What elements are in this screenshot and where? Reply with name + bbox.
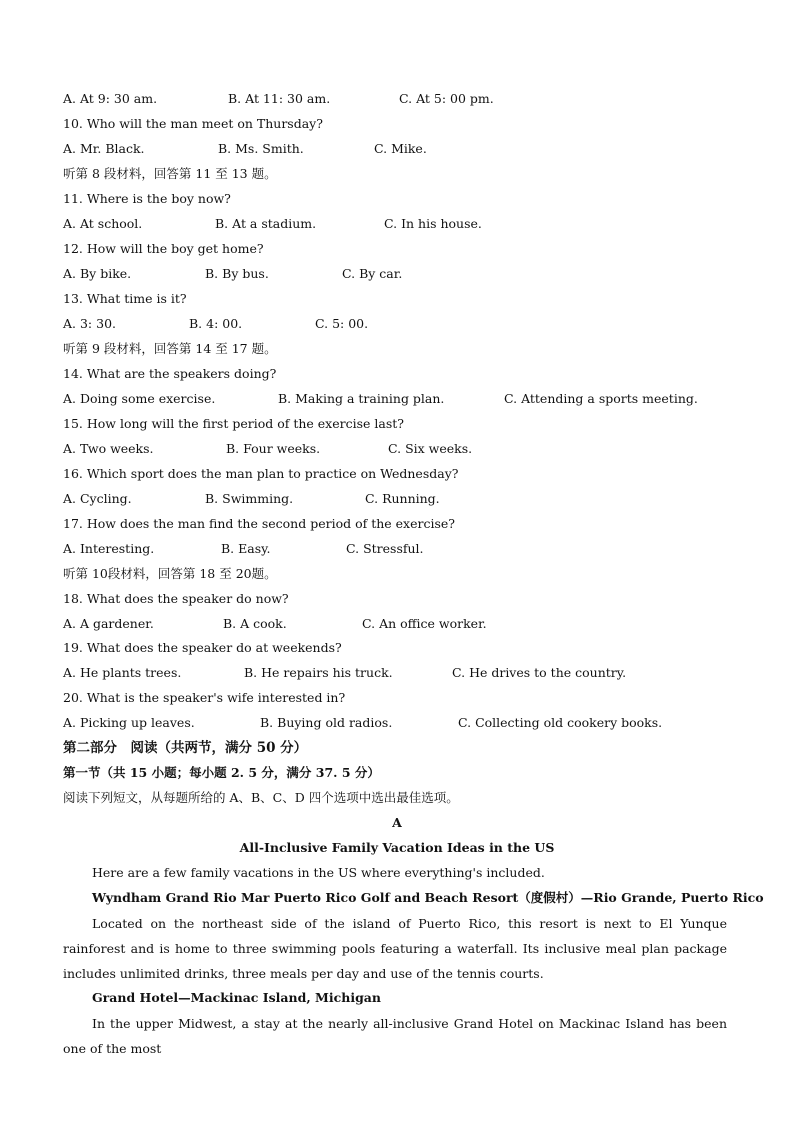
q17-option-a: A. Interesting. (63, 541, 155, 556)
q18-option-c: C. An office worker. (362, 616, 487, 631)
q20-option-b: B. Buying old radios. (260, 715, 393, 730)
q17-option-b: B. Easy. (221, 541, 271, 556)
q12-option-c: C. By car. (342, 266, 403, 281)
q13-option-b: B. 4: 00. (189, 316, 243, 331)
q12-option-b: B. By bus. (205, 266, 269, 281)
q18-option-b: B. A cook. (223, 616, 287, 631)
q11-option-a: A. At school. (63, 216, 143, 231)
q19-option-b: B. He repairs his truck. (244, 665, 393, 680)
q13-option-a: A. 3: 30. (63, 316, 116, 331)
section10-intro: 听第 10段材料，回答第 18 至 20题。 (63, 566, 277, 581)
q10-option-b: B. Ms. Smith. (218, 141, 304, 156)
q15-option-a: A. Two weeks. (63, 441, 154, 456)
passage-title: All-Inclusive Family Vacation Ideas in the US (239, 840, 555, 855)
passage-letter: A (392, 815, 402, 830)
q12-question: 12. How will the boy get home? (63, 241, 264, 256)
q10-question: 10. Who will the man meet on Thursday? (63, 116, 323, 131)
q13-question: 13. What time is it? (63, 291, 187, 306)
q16-option-a: A. Cycling. (63, 491, 132, 506)
q18-option-a: A. A gardener. (63, 616, 154, 631)
part2-instruction: 阅读下列短文，从每题所给的 A、B、C、D 四个选项中选出最佳选项。 (63, 790, 459, 805)
part2-section1-heading: 第一节（共 15 小题；每小题 2. 5 分，满分 37. 5 分） (63, 765, 380, 780)
q11-option-c: C. In his house. (384, 216, 482, 231)
q10-option-a: A. Mr. Black. (63, 141, 145, 156)
resort2-description: In the upper Midwest, a stay at the nearly all-inclusive Grand Hotel on Mackinac Island has been one of the most (63, 1016, 727, 1056)
q9-option-c: C. At 5: 00 pm. (399, 91, 494, 106)
q9-option-b: B. At 11: 30 am. (228, 91, 331, 106)
resort1-title: Wyndham Grand Rio Mar Puerto Rico Golf and Beach Resort（度假村）—Rio Grande, Puerto Rico (92, 890, 764, 905)
q19-option-c: C. He drives to the country. (452, 665, 627, 680)
q11-question: 11. Where is the boy now? (63, 191, 231, 206)
q14-option-a: A. Doing some exercise. (63, 391, 216, 406)
q20-option-c: C. Collecting old cookery books. (458, 715, 663, 730)
q16-option-c: C. Running. (365, 491, 440, 506)
q14-option-c: C. Attending a sports meeting. (504, 391, 698, 406)
section8-intro: 听第 8 段材料，回答第 11 至 13 题。 (63, 166, 277, 181)
q15-option-b: B. Four weeks. (226, 441, 321, 456)
q18-question: 18. What does the speaker do now? (63, 591, 289, 606)
q20-option-a: A. Picking up leaves. (63, 715, 195, 730)
q19-question: 19. What does the speaker do at weekends? (63, 640, 342, 655)
q16-question: 16. Which sport does the man plan to practice on Wednesday? (63, 466, 459, 481)
section9-intro: 听第 9 段材料，回答第 14 至 17 题。 (63, 341, 277, 356)
q19-option-a: A. He plants trees. (63, 665, 182, 680)
q15-option-c: C. Six weeks. (388, 441, 473, 456)
q12-option-a: A. By bike. (63, 266, 132, 281)
q9-option-a: A. At 9: 30 am. (63, 91, 158, 106)
passage-intro: Here are a few family vacations in the US where everything's included. (92, 865, 545, 880)
resort2-title: Grand Hotel—Mackinac Island, Michigan (92, 990, 381, 1005)
q11-option-b: B. At a stadium. (215, 216, 317, 231)
q14-question: 14. What are the speakers doing? (63, 366, 277, 381)
part2-heading: 第二部分 阅读（共两节，满分 50 分） (63, 740, 308, 756)
q14-option-b: B. Making a training plan. (278, 391, 445, 406)
q15-question: 15. How long will the first period of the exercise last? (63, 416, 404, 431)
q17-option-c: C. Stressful. (346, 541, 424, 556)
q16-option-b: B. Swimming. (205, 491, 294, 506)
q13-option-c: C. 5: 00. (315, 316, 369, 331)
resort1-description: Located on the northeast side of the island of Puerto Rico, this resort is next to El Yunque rainforest and is home to three swimming pools featuring a waterfall. Its inclusive meal plan package includes unlimited drinks, three meals per day and use of the tennis courts. (63, 916, 727, 981)
q17-question: 17. How does the man find the second period of the exercise? (63, 516, 455, 531)
q10-option-c: C. Mike. (374, 141, 427, 156)
q20-question: 20. What is the speaker's wife interested in? (63, 690, 346, 705)
